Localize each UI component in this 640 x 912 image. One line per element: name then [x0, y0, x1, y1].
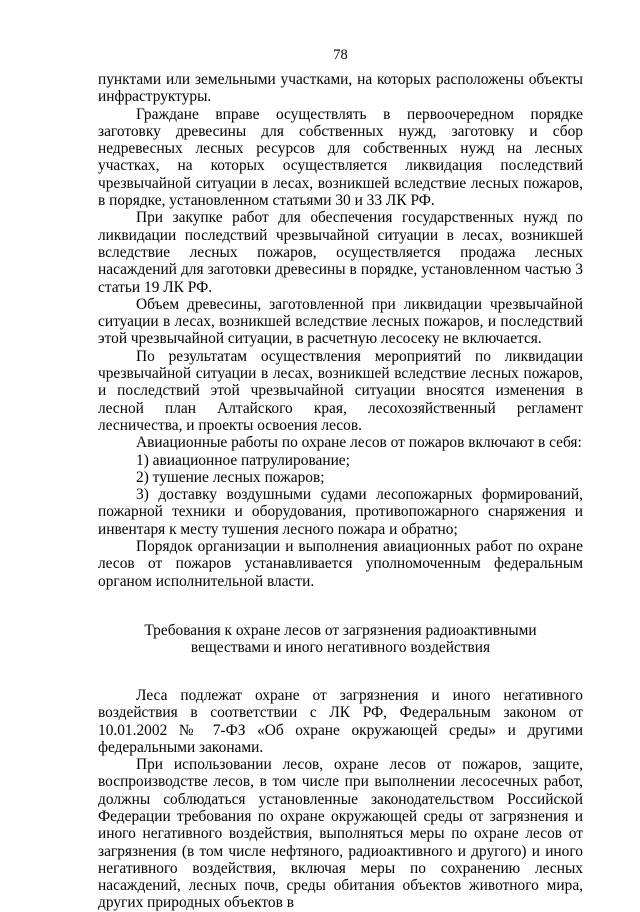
paragraph: 1) авиационное патрулирование;	[136, 451, 350, 469]
paragraph: Граждане вправе осуществлять в первоочередном порядке заготовку древесины для собственных нужд, заготовку и сбор недревесных лесных ресурсов для собственных нужд на лесных участках, на которых осуществляется ликвидация последствий чрезвычайной ситуации в лесах, возникшей вследствие лесных пожаров, в порядке, установленном статьями 30 и 33 ЛК РФ.	[98, 105, 583, 210]
section-heading-line-1: Требования к охране лесов от загрязнения радиоактивными	[144, 621, 537, 639]
paragraph: Авиационные работы по охране лесов от пожаров включают в себя:	[136, 434, 582, 452]
paragraph: Порядок организации и выполнения авиационных работ по охране лесов от пожаров устанавливается уполномоченным федеральным органом исполнительной власти.	[98, 538, 583, 590]
paragraphs-part-2	[98, 687, 583, 912]
paragraph: 3) доставку воздушными судами лесопожарных формирований, пожарной техники и оборудования, противопожарного снаряжения и инвентаря к месту тушения лесного пожара и обратно;	[98, 486, 583, 538]
paragraphs-part-1	[98, 71, 583, 590]
paragraph: При закупке работ для обеспечения государственных нужд по ликвидации последствий чрезвычайной ситуации в лесах, возникшей вследствие лесных пожаров, осуществляется продажа лесных насаждений для заготовки древесины в порядке, установленном частью 3 статьи 19 ЛК РФ.	[98, 209, 583, 296]
section-heading	[98, 622, 583, 657]
page-number: 78	[333, 47, 348, 63]
paragraph: Леса подлежат охране от загрязнения и иного негативного воздействия в соответствии с ЛК РФ, Федеральным законом от 10.01.2002 № 7-ФЗ «Об охране окружающей среды» и другими федеральными законами.	[98, 686, 583, 756]
paragraph: По результатам осуществления мероприятий по ликвидации чрезвычайной ситуации в лесах, возникшей вследствие лесных пожаров, и последствий этой чрезвычайной ситуации вносятся изменения в лесной план Алтайского края, лесохозяйственный регламент лесничества, и проекты освоения лесов.	[98, 347, 583, 434]
document-body	[98, 71, 583, 912]
paragraph: Объем древесины, заготовленной при ликвидации чрезвычайной ситуации в лесах, возникшей вследствие лесных пожаров, и последствий этой чрезвычайной ситуации, в расчетную лесосеку не включается.	[98, 295, 583, 348]
paragraph: 2) тушение лесных пожаров;	[136, 468, 325, 486]
section-heading-line-2: веществами и иного негативного воздействия	[190, 639, 491, 657]
paragraph: пунктами или земельными участками, на которых расположены объекты инфраструктуры.	[98, 71, 583, 106]
paragraph: При использовании лесов, охране лесов от пожаров, защите, воспроизводстве лесов, в том числе при выполнении лесосечных работ, должны соблюдаться установленные законодательством Российской Федерации требования по охране окружающей среды от загрязнения и иного негативного воздействия, выполняться меры по охране лесов от загрязнения (в том числе нефтяного, радиоактивного и другого) и иного негативного воздействия, включая меры по сохранению лесных насаждений, лесных почв, среды обитания объектов животного мира, других природных объектов в	[98, 756, 583, 912]
